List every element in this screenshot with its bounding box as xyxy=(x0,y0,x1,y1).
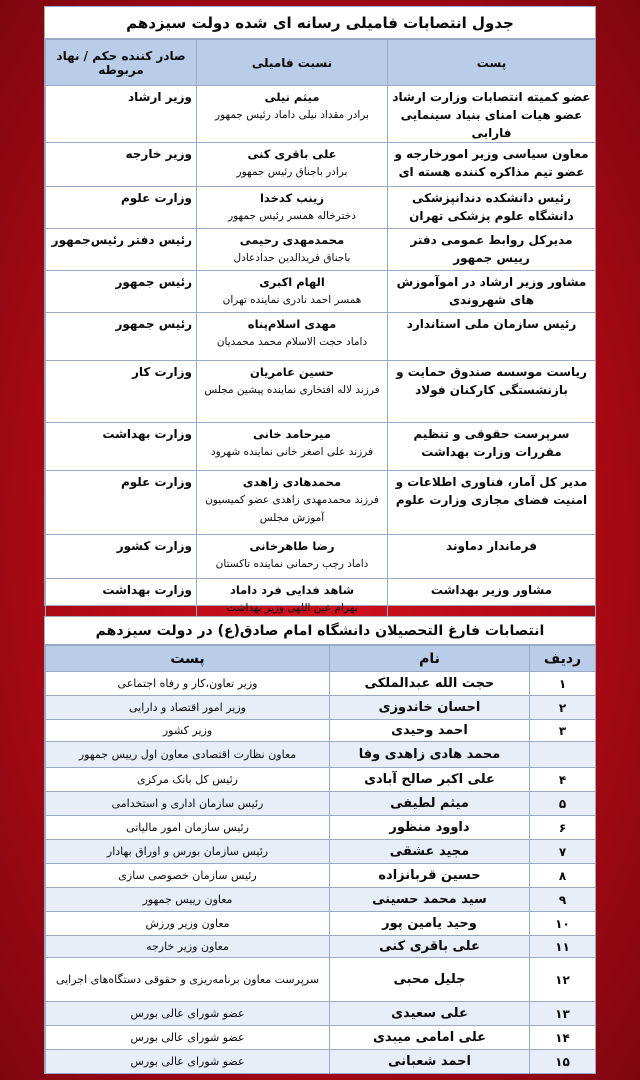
table-row xyxy=(46,86,596,143)
row-person-name: رضا طاهرخانی xyxy=(249,539,335,553)
table-row xyxy=(46,696,596,720)
row-relation xyxy=(197,471,388,535)
row-relation-desc: باجناق فریدالدین حدادعادل xyxy=(233,252,351,264)
row-index: ۲ xyxy=(530,696,596,720)
table-row xyxy=(46,471,596,535)
table-row xyxy=(46,958,596,1002)
row-index: ۱۵ xyxy=(530,1050,596,1074)
row-post: عضو شورای عالی بورس xyxy=(46,1026,330,1050)
family-appointments-table xyxy=(45,39,596,625)
row-post: معاون نظارت اقتصادی معاون اول رییس جمهور xyxy=(46,742,330,768)
row-relation-desc: فرزند لاله افتخاری نماینده پیشین مجلس xyxy=(204,384,380,396)
row-name: احمد شعبانی xyxy=(330,1050,530,1074)
row-index: ۷ xyxy=(530,840,596,864)
row-relation-desc: داماد رجب رحمانی نماینده تاکستان xyxy=(215,558,369,570)
table-row xyxy=(46,361,596,423)
row-post: سرپرست حقوقی و تنظیم مقررات وزارت بهداشت xyxy=(388,423,596,471)
row-relation xyxy=(197,86,388,143)
row-issuer: رئیس جمهور xyxy=(46,271,197,313)
row-person-name: حسین عامریان xyxy=(250,365,334,379)
row-name: احمد وحیدی xyxy=(330,720,530,742)
row-relation-desc: دخترخاله همسر رئیس جمهور xyxy=(228,210,356,222)
row-post: رئیس سازمان امور مالیاتی xyxy=(46,816,330,840)
row-index: ۱۰ xyxy=(530,912,596,936)
table-row xyxy=(46,1026,596,1050)
table-header-row xyxy=(46,40,596,86)
row-issuer: وزارت علوم xyxy=(46,187,197,229)
row-person-name: میرحامد خانی xyxy=(253,427,331,441)
row-name: سید محمد حسینی xyxy=(330,888,530,912)
row-post: رئیس دانشکده دندانپزشکی دانشگاه علوم پزشکی تهران xyxy=(388,187,596,229)
header-index: ردیف xyxy=(530,646,596,672)
row-relation xyxy=(197,271,388,313)
row-issuer: وزارت بهداشت xyxy=(46,423,197,471)
row-index: ۴ xyxy=(530,768,596,792)
row-index: ۱۲ xyxy=(530,958,596,1002)
row-post: فرماندار دماوند xyxy=(388,535,596,579)
table-row xyxy=(46,187,596,229)
row-post: ریاست موسسه صندوق حمایت و بازنشستگی کارکنان فولاد xyxy=(388,361,596,423)
row-name: وحید یامین پور xyxy=(330,912,530,936)
table-row xyxy=(46,271,596,313)
row-relation-desc: همسر احمد نادری نماینده تهران xyxy=(222,294,362,306)
row-post: عضو شورای عالی بورس xyxy=(46,1002,330,1026)
row-name: مجید عشقی xyxy=(330,840,530,864)
row-post: سرپرست معاون برنامه‌ریزی و حقوقی دستگاه‌های اجرایی xyxy=(46,958,330,1002)
row-name: علی سعیدی xyxy=(330,1002,530,1026)
row-relation xyxy=(197,229,388,271)
table-row xyxy=(46,313,596,361)
row-name: علی امامی میبدی xyxy=(330,1026,530,1050)
row-post: رئیس کل بانک مرکزی xyxy=(46,768,330,792)
row-person-name: مهدی اسلام‌پناه xyxy=(247,317,337,331)
row-post: مدیرکل روابط عمومی دفتر رییس جمهور xyxy=(388,229,596,271)
row-issuer: وزارت کشور xyxy=(46,535,197,579)
row-index: ۶ xyxy=(530,816,596,840)
row-name: علی باقری کنی xyxy=(330,936,530,958)
table-row xyxy=(46,936,596,958)
row-post: رئیس سازمان ملی استاندارد xyxy=(388,313,596,361)
row-index xyxy=(530,742,596,768)
row-post: مشاور وزیر بهداشت xyxy=(388,579,596,625)
family-appointments-panel xyxy=(44,6,596,614)
table-row xyxy=(46,423,596,471)
table-row xyxy=(46,792,596,816)
table-row xyxy=(46,742,596,768)
row-index: ۵ xyxy=(530,792,596,816)
row-index: ۸ xyxy=(530,864,596,888)
table-row xyxy=(46,912,596,936)
row-name: داوود منظور xyxy=(330,816,530,840)
row-relation-desc: بهرام عین اللهی وزیر بهداشت xyxy=(226,602,358,614)
row-person-name: علی باقری کنی xyxy=(247,147,337,161)
row-relation xyxy=(197,313,388,361)
row-post: عضو کمیته انتصابات وزارت ارشاد عضو هیات امنای بنیاد سینمایی فارابی xyxy=(388,86,596,143)
row-post: عضو شورای عالی بورس xyxy=(46,1050,330,1074)
row-post: رئیس سازمان اداری و استخدامی xyxy=(46,792,330,816)
row-person-name: الهام اکبری xyxy=(259,275,325,289)
row-post: رئیس سازمان بورس و اوراق بهادار xyxy=(46,840,330,864)
row-index: ۱۴ xyxy=(530,1026,596,1050)
row-relation xyxy=(197,187,388,229)
row-name: علی اکبر صالح آبادی xyxy=(330,768,530,792)
row-relation-desc: برادر باجناق رئیس جمهور xyxy=(236,166,348,178)
row-issuer: وزیر خارجه xyxy=(46,143,197,187)
header-issuer: صادر کننده حکم / نهاد مربوطه xyxy=(46,40,197,86)
header-relation: نسبت فامیلی xyxy=(197,40,388,86)
row-post: رئیس سازمان خصوصی سازی xyxy=(46,864,330,888)
table-row xyxy=(46,1002,596,1026)
row-relation xyxy=(197,361,388,423)
table-row xyxy=(46,535,596,579)
row-post: معاون وزیر خارجه xyxy=(46,936,330,958)
row-name: میثم لطیفی xyxy=(330,792,530,816)
row-relation xyxy=(197,423,388,471)
row-post: معاون وزیر ورزش xyxy=(46,912,330,936)
table-row xyxy=(46,672,596,696)
row-name: حجت الله عبدالملکی xyxy=(330,672,530,696)
table-row xyxy=(46,768,596,792)
row-person-name: محمدمهدی رحیمی xyxy=(239,233,345,247)
row-issuer: وزارت کار xyxy=(46,361,197,423)
imam-sadiq-appointments-table xyxy=(45,645,596,1074)
table-row xyxy=(46,143,596,187)
row-post: معاون سیاسی وزیر امورخارجه و عضو تیم مذاکره کننده هسته ای xyxy=(388,143,596,187)
table-row xyxy=(46,888,596,912)
row-index: ۱۱ xyxy=(530,936,596,958)
row-relation-desc: فرزند محمدمهدی زاهدی عضو کمیسیون آموزش مجلس xyxy=(205,494,379,524)
row-name: جلیل محبی xyxy=(330,958,530,1002)
row-person-name: محمدهادی زاهدی xyxy=(242,475,342,489)
row-post: وزیر کشور xyxy=(46,720,330,742)
row-issuer: وزارت بهداشت xyxy=(46,579,197,625)
row-name: محمد هادی زاهدی وفا xyxy=(330,742,530,768)
table-header-row xyxy=(46,646,596,672)
row-post: مشاور وزیر ارشاد در اموآموزش های شهروندی xyxy=(388,271,596,313)
row-post: وزیر امور اقتصاد و دارایی xyxy=(46,696,330,720)
header-post: پست xyxy=(46,646,330,672)
table-row xyxy=(46,864,596,888)
row-relation xyxy=(197,143,388,187)
imam-sadiq-appointments-panel xyxy=(44,616,596,1074)
row-index: ۹ xyxy=(530,888,596,912)
table-row xyxy=(46,1050,596,1074)
row-index: ۱۳ xyxy=(530,1002,596,1026)
row-name: احسان خاندوزی xyxy=(330,696,530,720)
header-name: نام xyxy=(330,646,530,672)
family-appointments-title: جدول انتصابات فامیلی رسانه ای شده دولت سیزدهم xyxy=(45,7,595,39)
row-post: معاون رییس جمهور xyxy=(46,888,330,912)
header-post: پست xyxy=(388,40,596,86)
table-row xyxy=(46,840,596,864)
row-index: ۳ xyxy=(530,720,596,742)
imam-sadiq-appointments-title: انتصابات فارغ التحصیلان دانشگاه امام صادق(ع) در دولت سیزدهم xyxy=(45,617,595,645)
table-row xyxy=(46,720,596,742)
table-row xyxy=(46,229,596,271)
row-issuer: رئیس جمهور xyxy=(46,313,197,361)
row-post: مدیر کل آمار، فناوری اطلاعات و امنیت فضای مجازی وزارت علوم xyxy=(388,471,596,535)
row-person-name: زینب کدخدا xyxy=(259,191,324,205)
row-index: ۱ xyxy=(530,672,596,696)
row-issuer: رئیس دفتر رئیس‌جمهور xyxy=(46,229,197,271)
row-person-name: شاهد فدایی فرد داماد xyxy=(229,583,355,597)
table-row xyxy=(46,816,596,840)
row-relation-desc: داماد حجت الاسلام محمد محمدیان xyxy=(216,336,368,348)
row-post: وزیر تعاون،کار و رفاه اجتماعی xyxy=(46,672,330,696)
row-issuer: وزارت علوم xyxy=(46,471,197,535)
row-relation-desc: فرزند علی اصغر خانی نماینده شهرود xyxy=(210,446,374,458)
row-issuer: وزیر ارشاد xyxy=(46,86,197,143)
row-relation-desc: برادر مقداد نیلی داماد رئیس جمهور xyxy=(215,109,369,121)
row-relation xyxy=(197,535,388,579)
row-person-name: میثم نیلی xyxy=(264,90,320,104)
row-name: حسین قربانزاده xyxy=(330,864,530,888)
